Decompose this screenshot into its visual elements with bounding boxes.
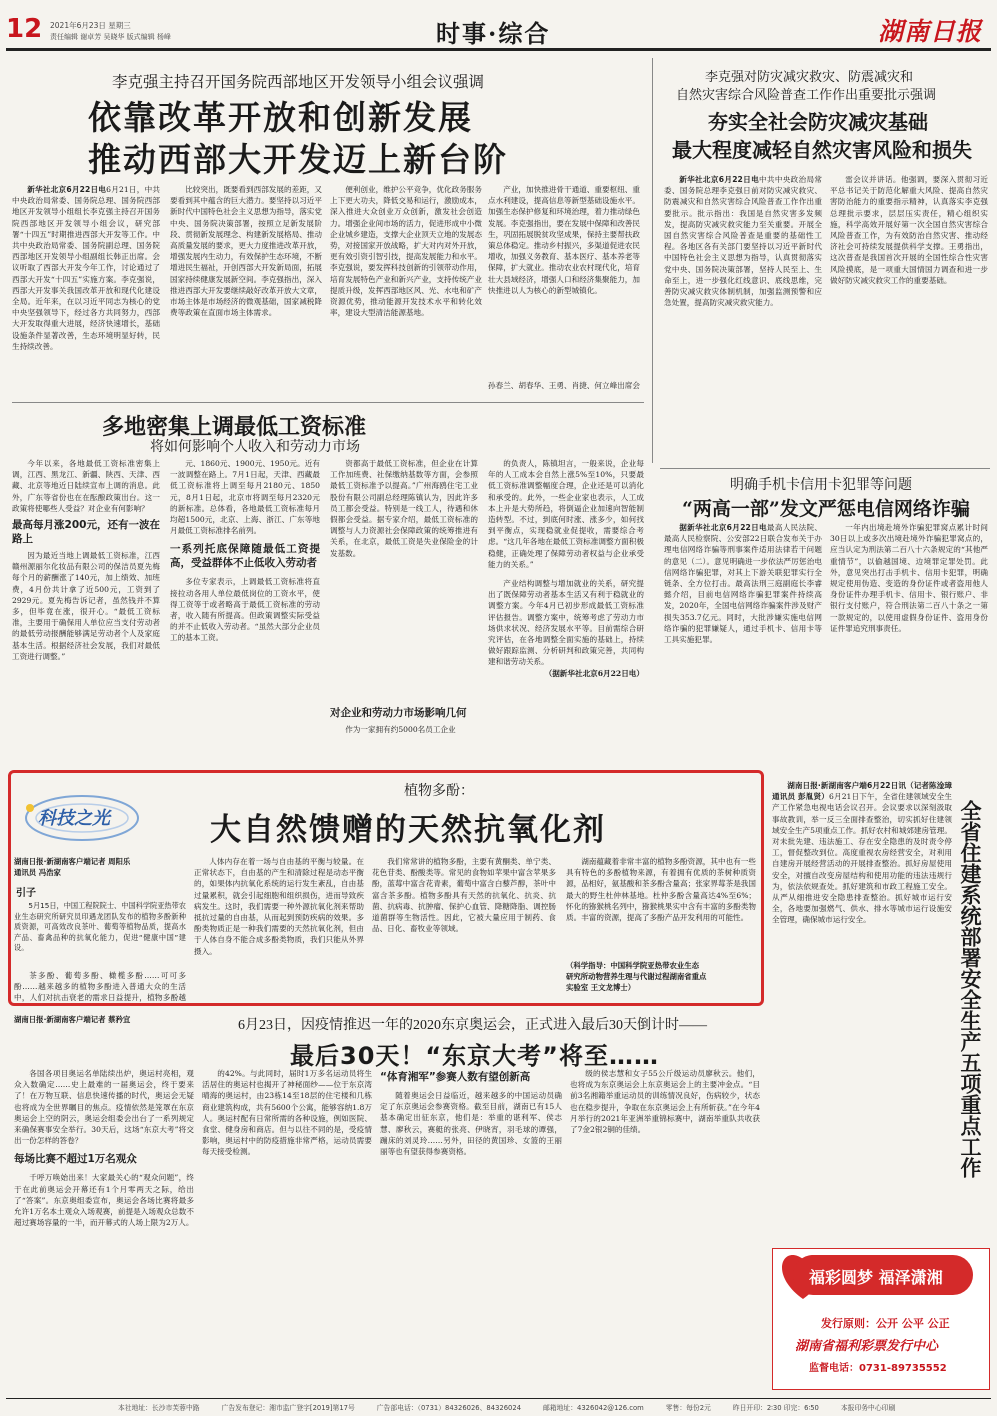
a4-col1	[664, 522, 822, 748]
footer-address: 本社地址：长沙市芙蓉中路	[118, 1404, 200, 1412]
a3-subhead-1: 最高每月涨200元，还有一波在路上	[12, 519, 160, 546]
a2-col2	[830, 174, 988, 462]
a7-col2	[202, 1068, 372, 1390]
footer-license: 广告发布登记：湘市监广登字[2019]第17号	[221, 1404, 355, 1412]
header-editors: 责任编辑 谢卓芳 吴晓华 版式编辑 杨峰	[50, 33, 171, 41]
a5-col2	[194, 856, 364, 1002]
a3-subhead-3: 对企业和劳动力市场影响几何	[330, 707, 467, 719]
a3-text-5: 产业结构调整与增加就业的关系，研究提出了既保障劳动者基本生活又有利于稳就业的调整方案。今年4月已初步形成最低工资标准评估报告。调整方案中，统筹考虑了劳动力市场供求状况、经济发展水平等。目前需综合研究评估，在各地调整全面实施的基础上，持续做好跟踪监测、分析研判和政策完善，共同构建和谐劳动关系。	[488, 579, 644, 667]
a7-subhead-1: 每场比赛不超过1万名观众	[14, 1153, 137, 1166]
a2-col1	[664, 174, 822, 462]
a1-text-3: 便利创业，维护公平竞争，优化政务服务上下更大功夫，降低交易和运行，激励成本，深入推进大众创业万众创新，激发社会创造力。增强企业间市场的活力，促进形成中小微企业城乡建造，支撑大企业顶天立地的发展态势，对接国家开放战略，扩大对内对外开放，更有效引资引智引技，提高发展能力和水平。李克强说，要发挥科技创新的引领带动作用，培育发展特色产业和新兴产业，支持传统产业提质升级，发挥西部地区风、光、水电和矿产资源优势，推动能源开发技术水平和转化效率，建设大型清洁能源基地。	[330, 185, 482, 318]
footer-printer: 本报印务中心印刷	[840, 1404, 896, 1412]
page-number: 12	[6, 14, 43, 44]
a7-text-1: 各国各项目奥运名单陆续出炉，奥运村亮相，观众入数确定……史上最难的一届奥运会，终于要来了！在万物互联、信息快速传播的时代，奥运会无疑也将成为全世界瞩目的焦点。疫情依然是笼罩在东京奥运会上空的阴云，奥运会组委会出台了一系列规定来确保赛事安全举行。30天后，这场“东京大考”将交出一份怎样的答卷？	[14, 1069, 194, 1146]
a5-column-logo-text: 科技之光	[38, 808, 110, 829]
a2-title-line2: 最大程度减轻自然灾害风险和损失	[672, 138, 972, 162]
a3-text-1b: 因为最近当地上调最低工资标准，江西赣州源丽尔化妆品有限公司的保洁员夏先梅每个月的薪酬涨了140元，加上绩效、加班费，4月份共计拿了近500元，工资到了2929元。夏先梅告诉记者，虽然钱并不算多，但毕竟在涨，很开心。“最低工资标准，主要用于确保用人单位应当支付劳动者的最低劳动报酬能够满足劳动者个人及家庭基本生活。根据经济社会发展，我们对最低工资进行调整。”	[12, 551, 160, 661]
lottery-org: 湖南省福利彩票发行中心	[795, 1339, 939, 1354]
a5-sci-support-2: 研究所动物营养生理与代谢过程湖南省重点	[566, 972, 707, 981]
a3-text-3b: 作为一家拥有约5000名员工企业	[345, 725, 456, 734]
a1-col2	[170, 184, 322, 394]
footer-rule	[6, 1398, 991, 1399]
a4-kicker: 明确手机卡信用卡犯罪等问题	[730, 478, 912, 493]
a5-col3	[372, 856, 556, 1002]
a3-subtitle: 将如何影响个人收入和劳动力市场	[150, 440, 360, 455]
paper-name-logo: 湖南日报	[878, 17, 983, 46]
a7-subhead-2: “体育湘军”参赛人数有望创新高	[380, 1071, 531, 1083]
lottery-phone: 监督电话：0731-89735552	[809, 1363, 947, 1374]
a5-col1-extra	[14, 970, 186, 1004]
a5-sci-support-3: 实验室 王文龙博士）	[566, 983, 636, 992]
a7-byline: 湖南日报·新湖南客户端记者 蔡矜宜	[14, 1015, 131, 1024]
a1-title-line1: 依靠改革开放和创新发展	[88, 98, 473, 137]
a2-text-1: 中共中央政治局常委、国务院总理李克强日前对防灾减灾救灾、防震减灾和自然灾害综合风险普查工作作出重要批示。批示指出：我国是自然灾害多发频发，提高防灾减灾救灾能力至关重要。开展全国自然灾害综合风险普查是重要的基础性工程。各地区各有关部门要坚持以习近平新时代中国特色社会主义思想为指导，认真贯彻落实党中央、国务院决策部署，坚持人民至上、生命至上，进一步强化红线意识、底线思维，完善防灾减灾救灾体制机制，加强监测预警和应急处置，提高防灾减灾救灾能力。	[664, 175, 822, 308]
a2-dateline: 新华社北京6月22日电	[679, 175, 759, 184]
a5-col4	[566, 856, 756, 956]
footer-ad-phone: 广告部电话：（0731）84326026、84326024	[376, 1404, 522, 1412]
a3-text-3: 资都高于最低工资标准，但企业在计算工作加班费、社保缴纳基数等方面，会参照最低工资标准予以提高。”广州海鸥住宅工业股份有限公司副总经理陈镇认为，因此许多员工都会受益。特别是一线工人，待遇和休假都会受益。据专家介绍，最低工资标准的调整与人力资源社会保障政策的统筹推进有关系，在北京，最低工资是失业保险金的计发基数。	[330, 459, 478, 558]
lottery-slogan: 发行原则：公开 公平 公正	[821, 1317, 950, 1330]
a5-title: 大自然馈赠的天然抗氧化剂	[210, 812, 606, 848]
a7-col3	[380, 1068, 562, 1390]
a5-column-logo	[16, 784, 166, 850]
a4-col2	[830, 522, 988, 748]
footer-print-time: 昨日开印：2∶30 印完：6∶50	[732, 1404, 819, 1412]
a3-col1	[12, 458, 160, 748]
a7-title: 最后30天！“东京大考”将至……	[290, 1042, 659, 1070]
lottery-ad[interactable]	[772, 1248, 990, 1390]
a5-text-4: 湖南蕴藏着非常丰富的植物多酚资源，其中也有一些具有特色的多酚植物来源，有着拥有优质的茶树种质资源，品相好，氨基酸和茶多酚含量高；张家界莓茶是我国最大的野生杜仲林基地。杜仲多酚含量高达4%至6%；怀化的猕猴桃名列中，猕猴桃果实中含有丰富的多酚类物质。丰富的资源，提高了多酚产品开发利用的可能性。	[566, 857, 756, 923]
a2-kicker-line2: 自然灾害综合风险普查工作作出重要批示强调	[676, 88, 937, 103]
a3-text-4: 的负责人，陈镇坦言，一般来说，企业每年的人工成本会自然上涨5%至10%，只要最低工资标准调整幅度合理，企业还是可以消化和承受的。此外，一些企业家也表示，人工成本上升是大势所趋，将倒逼企业加速向智能制造转型。不过，到底何时涨、涨多少，如何找到平衡点，实现稳就业促提收，需要综合考虑。“这几年各地在最低工资标准调整方面积极稳健，正确处理了保障劳动者权益与企业承受能力的关系。”	[488, 459, 644, 569]
a5-intro-head: 引子	[16, 888, 36, 899]
a6-title-vertical: 全省住建系统部署安全生产五项重点工作	[958, 800, 982, 1178]
a3-col5	[488, 578, 644, 748]
lottery-title: 福彩圆梦 福泽潇湘	[809, 1268, 943, 1287]
a5-text-1: 茶多酚、葡萄多酚、橄榄多酚……可可多酚……越来越多的植物多酚进入普通大众的生活中，人们对抗击衰老的需求日益提升，植物多酚越	[14, 971, 186, 1003]
a6-col	[772, 780, 952, 1240]
a3-text-1: 今年以来，各地最低工资标准密集上调，江西、黑龙江、新疆、陕西、天津、西藏、北京等地近日陆续宣布上调的消息。此外，广东等省份也在在酝酿政策出台。这一政策将使哪些人受益？对企业有何影响？	[12, 459, 160, 513]
a1-text-1: 6月21日，中共中央政治局常委、国务院总理、国务院西部地区开发领导小组组长李克强主持召开国务院西部地区开发领导小组会议，研究部署“十四五”时期推进西部大开发等工作。中共中央政治局常委、国务院副总理、国务院西部地区开发领导小组副组长韩正出席。会议听取了西部大开发今年工作，讨论通过了西部大开发“十四五”实施方案。李克强说，西部大开发事关我国改革开放和现代化建设全局。近年来，在以习近平同志为核心的党中央坚强领导下，经过各方共同努力，西部大开发取得重大进展，经济快速增长，基础设施条件显著改善，生态环境明显好转，民生持续改善。	[12, 185, 160, 351]
a1-title-line2: 推动西部大开发迈上新台阶	[88, 140, 508, 179]
divider-a1-a3	[12, 402, 644, 403]
a3-title: 多地密集上调最低工资标准	[102, 414, 367, 440]
footer-bar	[118, 1402, 978, 1412]
a6-byline: 湖南日报·新湖南客户端6月22日讯（记者陈淦璋 通讯员 彭胤贤）	[772, 781, 952, 802]
a4-text-2: 一年内出境赴境外诈骗犯罪窝点累计时间30日以上或多次出境赴境外诈骗犯罪窝点的，应当认定为刑法第二百八十六条规定的“其他严重情节”，以偷越国境、边境罪定罪处罚。此外，意见突出打击手机卡、信用卡犯罪，明确规定使用伪造、变造的身份证件或者盗用他人身份证件办理手机卡、信用卡、银行账户、非银行支付账户，符合刑法第二百八十条之一第一款规定的，以使用虚假身份证件、盗用身份证件罪追究刑事责任。	[830, 523, 988, 633]
a3-endnote: （据新华社北京6月22日电）	[544, 668, 644, 678]
a7-text-2: 的42%。与此同时，届时1万多名运动员将生活居住的奥运村也揭开了神秘面纱——位于东京湾晴海的奥运村，由23栋14至18层的住宅楼和几栋商业建筑构成，共有5600个公寓，能够容纳1.8万人。奥运村配有日常所需的各种设施，例如医院、食堂、健身房和商店。但与以往不同的是，受疫情影响，奥运村中的防疫措施非常严格，运动员需要每天接受检测。	[202, 1069, 372, 1157]
a7-text-4: 级的侯志慧和女子55公斤级运动员廖秋云。他们，也将成为东京奥运会上东京奥运会上的主要冲金点。“目前3名湘籍举重运动员的训练情况良好，伤病较少，状态也在稳步提升，争取在东京奥运会上有所斩获。”在今年4月举行的2021年亚洲举重锦标赛中，湖南举重队共收获了7金2银2铜的佳绩。	[570, 1069, 760, 1135]
a1-kicker: 李克强主持召开国务院西部地区开发领导小组会议强调	[112, 73, 485, 91]
a1-text-2: 比较突出，既要看到西部发展的差距，又要看到其中蕴含的巨大潜力。要坚持以习近平新时代中国特色社会主义思想为指导，落实党中央、国务院决策部署，按照立足新发展阶段、贯彻新发展理念、构建新发展格局、推动高质量发展的要求，更大力度推进改革开放，增强发展内生动力，有效保护生态环境，不断增进民生福祉，开创西部大开发新局面，拓展国家持续健康发展新空间。李克强指出，深入推进西部大开发要继续敲好改革开放大文章，市场主体是市场经济的微观基础，国家减税降费等政策在直面市场主体需求。	[170, 185, 322, 318]
a1-col3	[330, 184, 482, 394]
a5-byline-2: 通讯员 冯浩家	[14, 868, 61, 877]
header-rule	[6, 48, 991, 51]
footer-email: 邮箱地址：4326042@126.com	[543, 1404, 644, 1412]
a3-col3	[330, 458, 478, 748]
a5-text-3: 我们常常讲的植物多酚，主要有黄酮类、单宁类、花色苷类、酚酸类等。常见的食物如苹果中富含苹果多酚，蓝莓中富含花青素，葡萄中富含白藜芦醇，茶叶中富含茶多酚。植物多酚具有天然的抗氧化、抗炎、抗菌、抗病毒、抗肿瘤、保护心血管、降糖降脂、调控肠道菌群等生物活性。因此，它被大量应用于制药、食品、日化、畜牧业等领域。	[372, 857, 556, 934]
a5-sci-support	[566, 960, 756, 993]
divider-a1-a2	[652, 58, 653, 463]
divider-a2-a4	[660, 468, 990, 469]
section-title: 时事·综合	[436, 19, 551, 48]
a4-title: “两高一部”发文严惩电信网络诈骗	[682, 498, 970, 520]
header-date: 2021年6月23日 星期三	[50, 21, 131, 30]
a1-col1	[12, 184, 160, 394]
a5-text-2: 人体内存在着一场与自由基的平衡与较量。在正常状态下，自由基的产生和清除过程是动态平衡的，如果体内抗氧化系统的运行发生紊乱，自由基过量累积，就会引起细胞和组织损伤，进而导致疾病发生。这时，我们需要一种外源抗氧化剂来帮助抵抗过量的自由基，从而起到预防疾病的效果。多酚类物质正是一种我们需要的天然抗氧化剂，但由于人体自身不能合成多酚类物质，我们只能从外界摄入。	[194, 857, 364, 956]
a2-kicker-line1: 李克强对防灾减灾救灾、防震减灾和	[705, 70, 914, 85]
a7-text-3: 随着奥运会日益临近，越来越多的中国运动员确定了东京奥运会参赛资格。截至目前，湖南已有15人基本确定出征东京，他们是：举重的谌利军、侯志慧、廖秋云，赛艇的张亮、伊晓宵，羽毛球的谭强，蹦床的刘灵玲……另外，田径的黄国珍、女篮的王丽丽等也有望获得参赛资格。	[380, 1091, 562, 1157]
a1-col4	[488, 184, 640, 380]
a1-dateline: 新华社北京6月22日电	[27, 185, 107, 194]
a1-text-4: 产业，加快推进骨干通道、重要枢纽、重点水利建设，提高信息等新型基础设施水平。加强生态保护修复和环境治理，着力推动绿色发展。李克强指出，要在发展中保障和改善民生，巩固拓展脱贫攻坚成果，保持主要帮扶政策总体稳定。推动乡村振兴，多渠道促进农民增收，加强义务教育、基本医疗、基本养老等保障，扩大就业。推动农业农村现代化，培育壮大县域经济，增强人口和经济集聚能力，加快推进以人为核心的新型城镇化。	[488, 185, 640, 295]
a3-text-2b: 多位专家表示，上调最低工资标准将直接拉动各用人单位最低岗位的工资水平，使得工资等于或者略高于最低工资标准的劳动者，收入随有所提高。但政策调整实际受益的并不止低收入劳动者。“虽然大部分企业员工的基本工资。	[170, 577, 320, 643]
a4-dateline: 据新华社北京6月22日电	[679, 523, 767, 532]
a3-subhead-2: 一系列托底保障随最低工资提高，受益群体不止低收入劳动者	[170, 543, 320, 570]
a2-title-line1: 夯实全社会防灾减灾基础	[708, 110, 928, 134]
a6-text: 6月21日下午，全省住建领域安全生产工作紧急电视电话会议召开。会议要求以深刻汲取事故教训，举一反三全面排查整治，切实抓好住建领域安全生产5项重点工作。抓好农村和城郊建房管理。对未批先建、违法施工、存在安全隐患的及时责令停工，督促整改到位。高度重视农房经营安全，对利用自建房开展经营活动的开展排查整治。抓好房屋使用安全，对擅自改变房屋结构和使用功能的违法违规行为，依法依规查处。抓好建筑和市政工程施工安全。从严从细推进安全隐患排查整治。抓好城市运行安全，各地要加强燃气、供水、排水等城市运行设施安全管理，确保城市运行安全。	[772, 792, 952, 925]
a4-text-1: 最高人民法院、最高人民检察院、公安部22日联合发布关于办理电信网络诈骗等刑事案件适用法律若干问题的意见（二）。意见明确进一步依法严厉惩治电信网络诈骗犯罪，对其上下游关联犯罪实行全链条、全方位打击。最高法刑三庭副庭长李睿懿介绍，目前电信网络诈骗犯罪案件持续高发，2020年，全国电信网络诈骗案件涉及财产损失353.7亿元。同时，大批涉嫌实施电信网络诈骗的犯罪嫌疑人，通过手机卡、信用卡等工具实施犯罪。	[664, 523, 822, 645]
a7-text-1b: 千呼万唤始出来！大家最关心的“观众问题”，终于在此前奥运会开幕还有1个月零两天之际，给出了“答案”。东京奥组委宣布，奥运会各场比赛将最多允许1万名本土观众入场观赛，前提是入场观众总数不超过赛场容量的一半，而开幕式的人场上限为2万人。	[14, 1173, 194, 1228]
a3-col2	[170, 458, 320, 748]
a3-text-2: 元、1860元、1900元、1950元。近有一波调整在路上。7月1日起，天津、西藏最低工资标准将上调至每月2180元、1850元，8月1日起，北京市将调至每月2320元的新标准。总体看，各地最低工资标准每月均超1500元，北京、上海、浙江、广东等地月最低工资标准排名前列。	[170, 459, 320, 536]
a1-byline: 孙春兰、胡春华、王勇、肖捷、何立峰出席会	[488, 381, 640, 390]
a7-col1	[14, 1068, 194, 1390]
a5-intro-text: 5月15日，中国工程院院士、中国科学院亚热带农业生态研究所研究员印遇龙团队发布的植物多酚新种质资源，可高效改良茶叶、葡萄等植物品质，提高水产品、畜禽品种的抗氧化能力，促进“健康中国”建设。	[14, 901, 186, 953]
a5-byline-1: 湖南日报·新湖南客户端记者 周阳乐	[14, 857, 131, 866]
a7-col4	[570, 1068, 760, 1390]
a5-sci-support-1: （科学指导：中国科学院亚热带农业生态	[566, 961, 700, 970]
a5-kicker: 植物多酚：	[404, 784, 474, 799]
a7-kicker: 6月23日，因疫情推迟一年的2020东京奥运会，正式进入最后30天倒计时——	[238, 1018, 707, 1033]
footer-price: 零售：每份2元	[665, 1404, 711, 1412]
a2-text-2: 雷会议并讲话。他强调，要深入贯彻习近平总书记关于防范化解重大风险、提高自然灾害防治能力的重要指示精神，认真落实李克强总理批示要求，层层压实责任，精心组织实施，科学高效开展好第一次全国自然灾害综合风险普查工作，为有效防治自然灾害、推动经济社会可持续发展提供科学支撑。王勇指出，这次普查是我国首次开展的全国性综合性灾害风险摸底，是一项重大国情国力调查和进一步做好防灾减灾救灾工作的重要基础。	[830, 175, 988, 285]
